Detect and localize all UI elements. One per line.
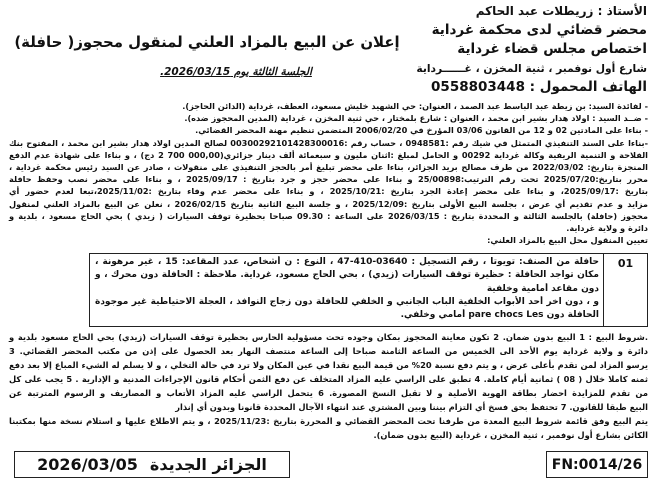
publication-date: 2026/03/05 <box>37 455 138 474</box>
debtor-line: - ضــد السيد : اولاد هدار بشير ابن محمد ، العنوان : شارع بلمختار ، حي ثنية المخزن ، غرداية (المدين المحجوز ضده). <box>184 113 648 124</box>
sale-conditions <box>8 330 648 442</box>
reference-box <box>546 451 648 478</box>
condition-line: يرسو المزاد لمن تقدم بأعلى عرض ، و يتم دفع نسبة 20% من قيمة البيع نقدا في عين المكان ولا ترد في حالة التخلي ، و لا يسلم له الشيء المباع إلا بعد دفع <box>9 360 648 370</box>
procedure-line: الفلاحة و التنمية الريفية وكالة غرداية 00292 و الحامل لمبلغ :اثنان مليون و سبعمائة ألف دينار جزائري(⁦2 700 000,00⁩ دج) ، و بناءا على شهادة عدم الدفع <box>9 149 648 160</box>
procedure-line: بتاريخ :2025/09/17، و بناءا على محضر إعادة الجرد بتاريخ :2025/10/21 ، و بناءا على محضر عدم وفاء بتاريخ :2025/11/02،تبعا لعدم حضور أي <box>9 186 648 197</box>
bailiff-address: شارع أول نوفمبر ، ثنية المخزن ، غــــــرداية <box>416 62 647 75</box>
procedure-line: المنجزة بتاريخ: 2022/03/02 من طرف مصالح بريد الجزائر، بناءا على محضر تبليغ أمر بالحجز التنفيذي على منقولات ، صادر عن السيد رئيس محكمة غرداية ، <box>9 161 648 172</box>
procedure-line: مزايد و عدم تقديم أي عرض ، بجلسة البيع الأولى بتاريخ :2025/12/09 ، و جلسة البيع الثانية بتاريخ 2026/02/15 ، نعلن عن البيع بالمزاد العلني لمنقول <box>9 198 648 209</box>
condition-line: دائرة و ولاية غرداية يوم الأحد الى الخميس من الساعة الثامنة صباحا إلى الساعة منتصف النهار بعد الحصول على إذن من مكتب المحضر القضائي. 3 <box>9 346 648 356</box>
condition-line: يتم البيع وفق قائمة شروط البيع المعدة من طرفنا تحت المحضر القضائي و المحررة بتاريخ :2025/11/23 ، و يتم الاطلاع عليها و استلام نسخة منها بمكتبنا <box>9 416 648 426</box>
bailiff-name: الأستاذ : زريطلات عبد الحاكم <box>475 4 647 18</box>
item-number: 01 <box>603 254 647 326</box>
item-description-line: و ، دون اخر أحد الأبواب الخلفية الباب الجانبي و الخلفي للحافلة دون زجاج النوافذ ، العجلة الاحتياطية غير موجودة <box>95 296 599 307</box>
item-description-line: دون مقاعد أمامية وخلفية <box>486 283 599 294</box>
session-date: الجلسة الثالثة يوم 2026/03/15. <box>160 66 312 78</box>
bailiff-jurisdiction: اختصاص مجلس قضاء غرداية <box>457 41 647 57</box>
condition-line: الكائن بشارع أول نوفمبر ، ثنية المخزن ، غرداية (البيع بدون ضمان). <box>373 430 648 440</box>
bailiff-header <box>415 2 647 97</box>
item-heading: تعيين المنقول محل البيع بالمزاد العلني: <box>487 235 648 246</box>
newspaper-name: الجزائر الجديدة <box>149 455 267 474</box>
legal-basis-line: - بناءا على المادتين 02 و 12 من القانون 03/06 المؤرخ في 2006/02/20 المتضمن تنظيم مهنة المحضر القضائي. <box>195 125 648 136</box>
item-description-line: حافلة من الصنف: تويوتا ، رقم التسجيل : 03640-410-47 ، النوع : ن أشخاص، عدد المقاعد: 15 ، غير مرهونة ، <box>95 257 599 267</box>
procedure-line: محجوز (حافلة) بالجلسة الثالثة و المحددة بتاريخ : 2026/03/15 على الساعة : 09.30 صباحا بحظيرة توقف السيارات ( زيدي ) بحي الحاج مسعود ، بلدية و <box>9 210 648 221</box>
condition-line: .شروط البيع : 1 البيع بدون ضمان. 2 تكون معاينة المحجوز بمكان وجوده تحت مسؤولية الحارس بحظيرة توقف السيارات (زيدي) بحي الحاج مسعود بلدية و <box>9 332 648 342</box>
item-description <box>90 254 603 326</box>
item-table <box>89 253 648 327</box>
condition-line: من تقدم للمزايدة احضار بطاقة الهوية الأصلية و لا تقبل النسخ المصورة. 6 يتحمل الراسي عليه المزاد الأتعاب و المصاريف و الرسوم المترتبة عن <box>9 388 648 398</box>
condition-line: ثمنه كاملا خلال ( 08 ) ثمانية أيام كاملة. 4 تطبق على الراسي عليه المزاد المتخلف عن دفع الثمن أحكام قانون الإجراءات المدنية و الإدارية . 5 يجب على كل <box>9 374 648 384</box>
item-description-line: مكان تواجد الحافلة : حظيرة توقف السيارات (زيدي) ، بحي الحاج مسعود، غرداية. ملاحظة : الحافلة دون محرك ، و <box>95 270 599 281</box>
procedure-line: محرر بتاريخ:2025/07/20 تحت رقم الترتيب:25/00898 و بناءا على محضر حجز و جرد بتاريخ : 2025/09/17 ، و بناءا على محضر نصب وحفظ حافلة <box>9 174 648 185</box>
item-description-line: الحافلة دون pare chocs Les أمامي وخلفي. <box>400 310 599 321</box>
notice-body <box>8 100 648 246</box>
notice-title: إعلان عن البيع بالمزاد العلني لمنقول محجوز( حافلة) <box>14 33 400 51</box>
procedure-line: دائرة و ولاية غرداية. <box>566 222 648 233</box>
bailiff-phone: الهاتف المحمول : 0558803448 <box>431 79 647 95</box>
bailiff-title: محضر قضائي لدى محكمة غرداية <box>431 22 647 38</box>
creditor-line: - لفائدة السيد: بن زيطة عبد الباسط عبد الصمد ، العنوان: حي الشهيد خليش مسعود، العطف، غرداية (الدائن الحاجز). <box>182 101 648 111</box>
condition-line: البيع طبقا للقانون. 7 تحتفظ بحق فسخ أي التزام بيننا وبين المشتري عند انتهاء الآجال المحددة قانونا وبدون أي إنذار <box>175 402 648 412</box>
reference-number: FN:0014/26 <box>551 456 643 473</box>
publication-box <box>14 451 290 478</box>
procedure-line: -بناءا على السند التنفيذي المتمثل في شيك رقم :0948581 ، حساب رقم :00300292101428300016 لصالح المدين اولاد هدار بشير ابن محمد ، المفتوح بنك <box>9 137 648 148</box>
